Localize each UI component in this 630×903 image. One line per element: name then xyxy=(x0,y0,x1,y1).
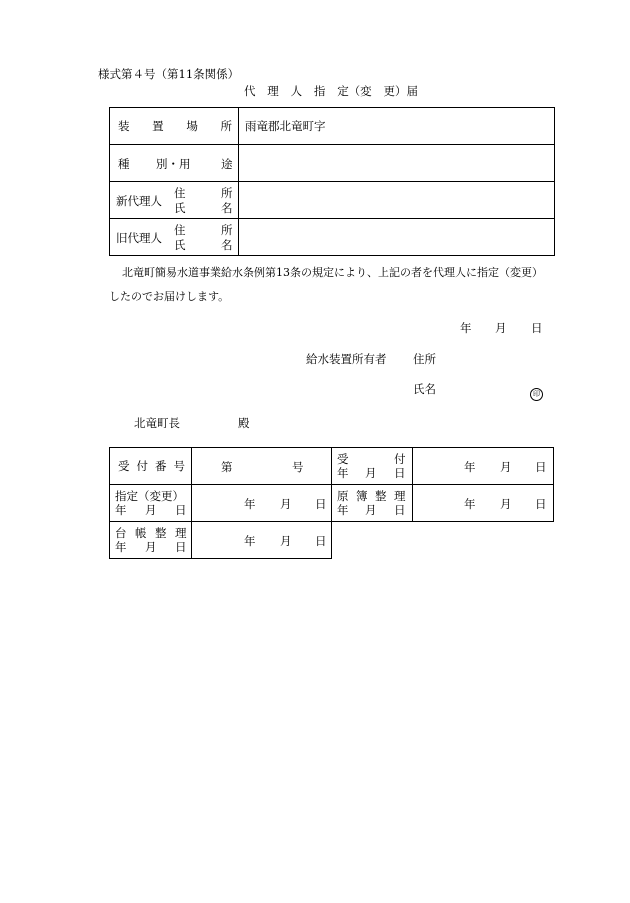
received-date-field[interactable]: 年 月 日 xyxy=(413,448,554,485)
title-char: 代 xyxy=(244,84,256,98)
install-place-value: 雨竜郡北竜町字 xyxy=(245,119,326,133)
owner-label: 給水装置所有者 xyxy=(306,352,387,366)
office-row-2 xyxy=(110,485,554,522)
install-place-field[interactable] xyxy=(239,108,555,145)
old-agent-label: 旧代理人 住 所 氏 名 xyxy=(110,219,239,256)
date-day: 日 xyxy=(531,321,543,335)
date-month: 月 xyxy=(495,321,507,335)
office-use-table xyxy=(109,447,554,559)
seal-icon: 印 xyxy=(530,381,543,401)
new-agent-field[interactable] xyxy=(239,182,555,219)
ledger-date-label: 原 簿 整 理 年 月 日 xyxy=(332,485,413,522)
receipt-number-field[interactable]: 第 号 xyxy=(192,448,332,485)
empty-cell xyxy=(413,522,554,559)
empty-cell xyxy=(332,522,413,559)
category-label: 種 別・用 途 xyxy=(110,145,239,182)
receipt-number-label: 受 付 番 号 xyxy=(110,448,192,485)
register-date-field[interactable]: 年 月 日 xyxy=(192,522,332,559)
form-number: 様式第４号（第11条関係） xyxy=(98,67,240,81)
row-new-agent xyxy=(110,182,555,219)
row-install-place xyxy=(110,108,555,145)
designated-date-field[interactable]: 年 月 日 xyxy=(192,485,332,522)
category-field[interactable] xyxy=(239,145,555,182)
office-row-1 xyxy=(110,448,554,485)
owner-address-label: 住所 xyxy=(413,352,436,366)
main-form-table xyxy=(109,107,555,256)
title-char: 指 xyxy=(313,84,326,98)
owner-name-label: 氏名 xyxy=(413,382,436,396)
install-place-label: 装 置 場 所 xyxy=(110,108,239,145)
body-text-line-1: 北竜町簡易水道事業給水条例第13条の規定により、上記の者を代理人に指定（変更） xyxy=(122,266,543,279)
date-year: 年 xyxy=(460,321,472,335)
row-old-agent xyxy=(110,219,555,256)
form-title xyxy=(244,83,418,99)
addressee-name: 北竜町長 xyxy=(134,416,180,430)
register-date-label: 台 帳 整 理 年 月 日 xyxy=(110,522,192,559)
row-category xyxy=(110,145,555,182)
title-char: 理 xyxy=(267,84,279,98)
title-char: 定（変 xyxy=(337,84,372,98)
old-agent-field[interactable] xyxy=(239,219,555,256)
body-text-line-2: したのでお届けします。 xyxy=(109,290,230,303)
office-row-3 xyxy=(110,522,554,559)
ledger-date-field[interactable]: 年 月 日 xyxy=(413,485,554,522)
new-agent-label: 新代理人 住 所 氏 名 xyxy=(110,182,239,219)
title-char: 更）届 xyxy=(383,84,418,98)
title-char: 人 xyxy=(290,84,303,98)
received-date-label: 受 付 年 月 日 xyxy=(332,448,413,485)
addressee-honorific: 殿 xyxy=(238,416,250,430)
designated-date-label: 指定（変更） 年 月 日 xyxy=(110,485,192,522)
